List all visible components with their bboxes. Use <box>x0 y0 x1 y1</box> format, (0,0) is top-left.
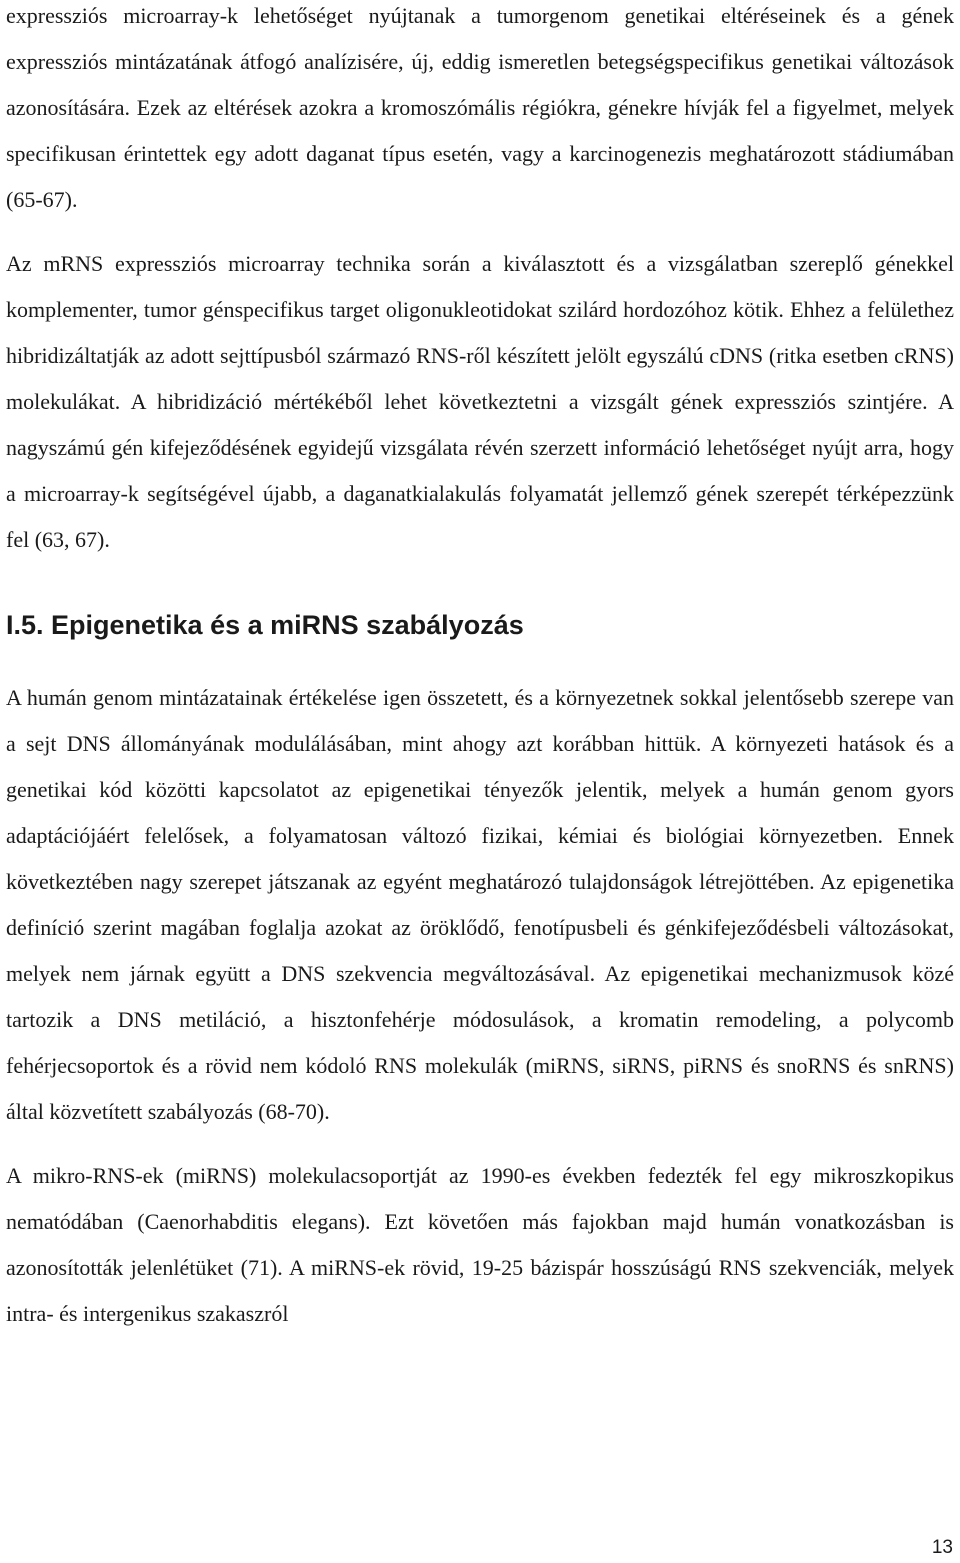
page-number: 13 <box>931 1537 953 1558</box>
body-paragraph: expressziós microarray-k lehetőséget nyújtanak a tumorgenom genetikai eltéréseinek és a gének expressziós mintázatának átfogó analízisére, új, eddig ismeretlen betegségspecifikus genetikai változások azonosítására. Ezek az eltérések azokra a kromoszómális régiókra, génekre hívják fel a figyelmet, melyek specifikusan érintettek egy adott daganat típus esetén, vagy a karcinogenezis meghatározott stádiumában (65-67). <box>6 3 954 212</box>
body-paragraph: Az mRNS expressziós microarray technika során a kiválasztott és a vizsgálatban szereplő génekkel komplementer, tumor génspecifikus target oligonukleotidokat szilárd hordozóhoz kötik. Ehhez a felülethez hibridizáltatják az adott sejttípusból származó RNS-ről készített jelölt egyszálú cDNS (ritka esetben cRNS) molekulákat. A hibridizáció mértékéből lehet következtetni a vizsgált gének expressziós szintjére. A nagyszámú gén kifejeződésének egyidejű vizsgálata révén szerzett információ lehetőséget nyújt arra, hogy a microarray-k segítségével újabb, a daganatkialakulás folyamatát jellemző gének szerepét térképezzünk fel (63, 67). <box>6 251 954 552</box>
body-paragraph: A humán genom mintázatainak értékelése igen összetett, és a környezetnek sokkal jelentősebb szerepe van a sejt DNS állományának modulálásában, mint ahogy azt korábban hittük. A környezeti hatások és a genetikai kód közötti kapcsolatot az epigenetikai tényezők jelentik, melyek a humán genom gyors adaptációjáért felelősek, a folyamatosan változó fizikai, kémiai és biológiai környezetben. Ennek következtében nagy szerepet játszanak az egyént meghatározó tulajdonságok létrejöttében. Az epigenetika definíció szerint magában foglalja azokat az öröklődő, fenotípusbeli és génkifejeződésbeli változásokat, melyek nem járnak együtt a DNS szekvencia megváltozásával. Az epigenetikai mechanizmusok közé tartozik a DNS metiláció, a hisztonfehérje módosulások, a kromatin remodeling, a polycomb fehérjecsoportok és a rövid nem kódoló RNS molekulák (miRNS, siRNS, piRNS és snoRNS és snRNS) által közvetített szabályozás (68-70). <box>6 685 954 1124</box>
body-paragraph: A mikro-RNS-ek (miRNS) molekulacsoportját az 1990-es években fedezték fel egy mikroszkopikus nematódában (Caenorhabditis elegans). Ezt követően más fajokban majd humán vonatkozásban is azonosították jelenlétüket (71). A miRNS-ek rövid, 19-25 bázispár hosszúságú RNS szekvenciák, melyek intra- és intergenikus szakaszról <box>6 1163 954 1326</box>
section-heading: I.5. Epigenetika és a miRNS szabályozás <box>6 610 524 640</box>
